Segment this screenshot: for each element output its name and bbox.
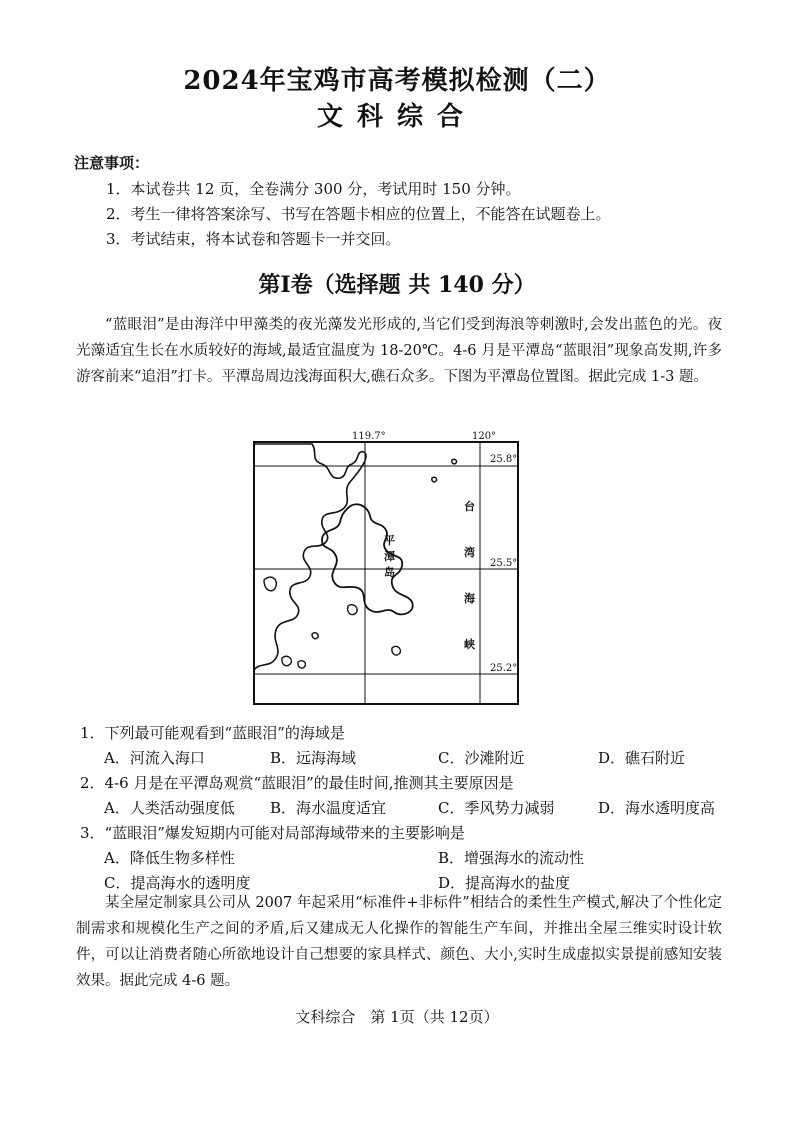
question-3-stem: 3．“蓝眼泪”爆发短期内可能对局部海域带来的主要影响是 bbox=[80, 824, 465, 842]
question-1-stem: 1．下列最可能观看到“蓝眼泪”的海域是 bbox=[80, 724, 345, 742]
q2-option-a: A．人类活动强度低 bbox=[104, 799, 235, 817]
mainland-coast bbox=[254, 444, 366, 670]
notice-item: 3．考试结束，将本试卷和答题卡一并交回。 bbox=[106, 230, 401, 248]
strait-label-1: 台 bbox=[464, 500, 475, 513]
island bbox=[452, 459, 457, 463]
island bbox=[264, 577, 276, 591]
strait-label-2: 湾 bbox=[464, 546, 475, 559]
notice-item: 1．本试卷共 12 页，全卷满分 300 分，考试用时 150 分钟。 bbox=[106, 180, 521, 198]
exam-title: 2024年宝鸡市高考模拟检测（二） bbox=[183, 66, 611, 96]
section-title: 第Ⅰ卷（选择题 共 140 分） bbox=[258, 272, 536, 298]
q1-option-d: D．礁石附近 bbox=[598, 749, 686, 767]
strait-label-4: 峡 bbox=[464, 638, 475, 651]
lon-label-120: 120° bbox=[472, 431, 497, 442]
pingtan-label-1: 平 bbox=[384, 534, 395, 547]
page-footer: 文科综合 第 1页（共 12页） bbox=[295, 1008, 499, 1026]
island bbox=[432, 477, 437, 481]
island bbox=[312, 633, 318, 639]
lat-label-25-8: 25.8° bbox=[490, 454, 518, 465]
island bbox=[282, 656, 291, 665]
pingtan-label-3: 岛 bbox=[384, 566, 395, 579]
notice-heading: 注意事项： bbox=[74, 154, 150, 172]
exam-subtitle: 文科综合 bbox=[316, 102, 477, 132]
island bbox=[348, 605, 358, 615]
q3-option-b: B．增强海水的流动性 bbox=[438, 849, 585, 867]
strait-label-3: 海 bbox=[464, 592, 475, 605]
q1-option-a: A．河流入海口 bbox=[104, 749, 205, 767]
lat-label-25-5: 25.5° bbox=[490, 558, 518, 569]
q2-option-d: D．海水透明度高 bbox=[598, 799, 716, 817]
notice-item: 2．考生一律将答案涂写、书写在答题卡相应的位置上，不能答在试题卷上。 bbox=[106, 205, 611, 223]
passage-1: “蓝眼泪”是由海洋中甲藻类的夜光藻发光形成的,当它们受到海浪等刺激时,会发出蓝色的光。夜光藻适宜生长在水质较好的海域,最适宜温度为 18-20℃。4-6 月是平潭岛“蓝眼泪”现象高发期,许多游客前来“追泪”打卡。平潭岛周边浅海面积大,礁石众多。下图为平潭岛位置图。据此完成 1-3 题。 bbox=[76, 317, 722, 385]
question-2-stem: 2．4-6 月是在平潭岛观赏“蓝眼泪”的最佳时间,推测其主要原因是 bbox=[80, 774, 514, 792]
q1-option-c: C．沙滩附近 bbox=[438, 749, 525, 767]
pingtan-label-2: 潭 bbox=[384, 550, 395, 563]
island bbox=[392, 646, 401, 655]
q2-option-b: B．海水温度适宜 bbox=[270, 799, 387, 817]
passage-2: 某全屋定制家具公司从 2007 年起采用“标准件+非标件”相结合的柔性生产模式,解决了个性化定制需求和规模化生产之间的矛盾,后又建成无人化操作的智能生产车间，并推出全屋三维实时设计软件，可以让消费者随心所欲地设计自己想要的家具样式、颜色、大小,实时生成虚拟实景提前感知安装效果。据此完成 4-6 题。 bbox=[76, 895, 722, 989]
q3-option-c: C．提高海水的透明度 bbox=[104, 874, 251, 892]
q2-option-c: C．季风势力减弱 bbox=[438, 799, 555, 817]
q3-option-d: D．提高海水的盐度 bbox=[438, 874, 571, 892]
q1-option-b: B．远海海域 bbox=[270, 749, 357, 767]
lat-label-25-2: 25.2° bbox=[490, 663, 518, 674]
pingtan-location-map bbox=[252, 430, 524, 710]
q3-option-a: A．降低生物多样性 bbox=[104, 849, 235, 867]
lon-label-119-7: 119.7° bbox=[352, 431, 386, 442]
pingtan-island bbox=[322, 504, 413, 614]
island bbox=[298, 661, 306, 668]
